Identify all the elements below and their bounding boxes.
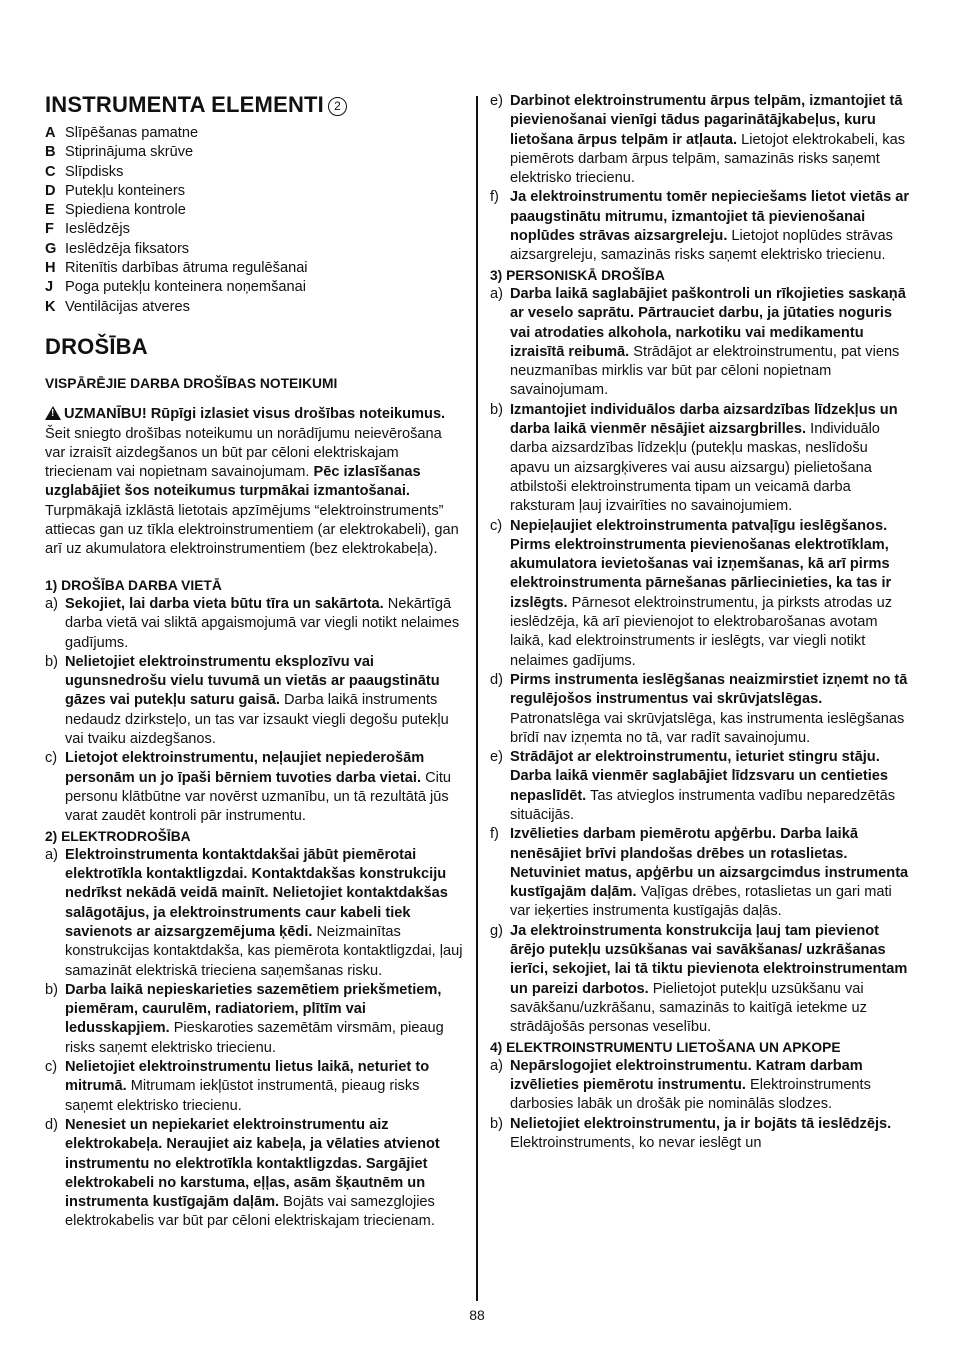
legend-item bbox=[45, 124, 463, 143]
legend-item bbox=[45, 201, 463, 220]
list-item bbox=[490, 285, 910, 401]
item-text: Darba laikā nepieskarieties sazemētiem priekšmetiem, piemēram, caurulēm, radiatoriem, plītīm vai ledusskapjiem. Pieskaroties sazemētām virsmām, pieaug risks saņemt elektrisko triecienu. bbox=[65, 981, 444, 1056]
list-item bbox=[490, 188, 910, 265]
list-item bbox=[45, 653, 463, 749]
legend-item bbox=[45, 298, 463, 317]
item-text: Pirms instrumenta ieslēgšanas neaizmirstiet izņemt no tā regulējošos instrumentus vai skrūvjatslēgas. Patronatslēga vai skrūvjatslēga, kas instrumenta ieslēgšanas brīdī nav izņemta no tā, var radīt savainojumu. bbox=[510, 671, 908, 746]
item-text: Darbinot elektroinstrumentu ārpus telpām, izmantojiet tā pievienošanai vienīgi tādus pagarinātājkabeļus, kuru lietošana ārpus telpām ir atļauta. Lietojot elektrokabeli, kas piemērots darbam ārpus telpām, samazinās risks saņemt elektrisko triecienu. bbox=[510, 93, 906, 187]
legend-item bbox=[45, 182, 463, 201]
legend-label: Ritenītis darbības ātruma regulēšanai bbox=[65, 260, 308, 277]
list-item bbox=[45, 749, 463, 826]
legend-label: Stiprinājuma skrūve bbox=[65, 144, 194, 161]
legend-key: D bbox=[45, 182, 56, 199]
item-letter: f) bbox=[490, 826, 499, 843]
legend-label: Slīpēšanas pamatne bbox=[65, 125, 199, 141]
list-item bbox=[490, 1057, 910, 1115]
elements-legend bbox=[45, 124, 463, 317]
item-letter: b) bbox=[490, 401, 503, 418]
item-text: Ja elektroinstrumenta konstrukcija ļauj tam pievienot ārējo putekļu uzsūkšanas vai savākšanas/ uzkrāšanas ierīci, sekojiet, lai tā tiktu pievienota elektroinstrumentam un pareizi darbotos. Pielietojot putekļu uzsūkšanu vai savākšanu/uzkrāšanu, samazinās to kaitīgā ietekme uz strādājošās personas veselību. bbox=[510, 922, 908, 1036]
list-item bbox=[45, 846, 463, 981]
item-letter: c) bbox=[490, 517, 503, 534]
legend-item bbox=[45, 278, 463, 297]
legend-key: F bbox=[45, 221, 54, 238]
legend-label: Slīpdisks bbox=[65, 163, 124, 180]
legend-item bbox=[45, 259, 463, 278]
list-item bbox=[45, 1116, 463, 1232]
item-text: Nelietojiet elektroinstrumentu, ja ir bojāts tā ieslēdzējs. Elektroinstruments, ko nevar ieslēgt un bbox=[510, 1115, 892, 1152]
item-text: Ja elektroinstrumentu tomēr nepieciešams lietot vietās ar paaugstinātu mitrumu, izmantojiet tā pievienošanai noplūdes strāvas aizsargreleju. Lietojot noplūdes strāvas aizsargreleju, samazinās risks saņemt elektrisko triecienu. bbox=[510, 189, 910, 264]
item-text: Nepieļaujiet elektroinstrumenta patvaļīgu ieslēgšanos. Pirms elektroinstrumenta pievienošanas elektrotīklam, akumulatora ievietošanas vai izņemšanas, kā arī pirms elektroinstrumenta pārnešanas pārliecinieties, ka tas ir izslēgts. Pārnesot elektroinstrumentu, ja pirksts atrodas uz ieslēdzēja, kā arī pievienojot to elektrobarošanas avotam laikā, kad elektroinstruments ir ieslēgts, var viegli notikt nelaimes gadījums. bbox=[510, 517, 893, 669]
item-text: Sekojiet, lai darba vieta būtu tīra un sakārtota. Nekārtīgā darba vietā vai sliktā apgaismojumā var viegli notikt nelaimes gadījums. bbox=[65, 595, 460, 651]
item-letter: b) bbox=[45, 981, 58, 998]
section-4-heading: 4) ELEKTROINSTRUMENTU LIETOŠANA UN APKOPE bbox=[490, 1039, 841, 1055]
item-letter: c) bbox=[45, 1059, 58, 1076]
item-text: Elektroinstrumenta kontaktdakšai jābūt piemērotai elektrotīkla kontaktligzdai. Kontaktdakšas konstrukciju nedrīkst nekādā veidā mainīt. Nelietojiet kontaktdakšas salāgotājus, ja elektroinstruments caur kabeli tiek savienots ar aizsargzemējuma ķēdi. Neizmainītas konstrukcijas kontaktdakša, kas piemērota kontaktligzdai, ļauj samazināt elektriskā trieciena saņemšanas risku. bbox=[65, 846, 463, 979]
list-item bbox=[490, 1115, 910, 1154]
legend-key: H bbox=[45, 260, 56, 277]
legend-key: G bbox=[45, 240, 57, 257]
legend-item bbox=[45, 143, 463, 162]
item-text: Nenesiet un nepiekariet elektroinstrumentu aiz elektrokabeļa. Neraujiet aiz kabeļa, ja vēlaties atvienot instrumentu no elektrotīkla kontaktligzdas. Sargājiet elektrokabeli no karstuma, eļļas, asām šķautnēm un instrumenta kustīgajām daļām. Bojāts vai samezglojies elektrokabelis var būt par cēloni elektriskajam triecienam. bbox=[65, 1116, 440, 1230]
section-3-list bbox=[490, 285, 910, 1038]
list-item bbox=[490, 401, 910, 517]
legend-key: K bbox=[45, 298, 56, 315]
item-letter: g) bbox=[490, 922, 503, 939]
legend-item bbox=[45, 220, 463, 239]
legend-label: Spiediena kontrole bbox=[65, 202, 186, 219]
right-column bbox=[490, 92, 910, 1153]
column-divider bbox=[476, 96, 478, 1301]
section-2-list-continued bbox=[490, 92, 910, 266]
item-letter: a) bbox=[490, 1057, 503, 1074]
list-item bbox=[490, 922, 910, 1038]
warning-paragraph: !UZMANĪBU! Rūpīgi izlasiet visus drošības noteikumus. Šeit sniegto drošības noteikumu un norādījumu neievērošana var izraisīt aizdegšanos un būt par cēloni elektriskajam triecienam vai nopietnam savainojumam. Pēc izlasīšanas uzglabājiet šos noteikumus turpmākai izmantošanai. Turpmākajā izklāstā lietotais apzīmējums “elektroinstruments” attiecas gan uz tīkla elektroinstrumentiem (ar elektrokabeli), gan arī uz akumulatora elektroinstrumentiem (bez elektrokabeļa). bbox=[45, 405, 463, 559]
section-2-list bbox=[45, 846, 463, 1232]
item-letter: b) bbox=[45, 653, 58, 670]
list-item bbox=[490, 92, 910, 188]
legend-key: C bbox=[45, 163, 56, 180]
list-item bbox=[45, 1058, 463, 1116]
item-letter: d) bbox=[45, 1116, 58, 1133]
legend-label: Ieslēdzējs bbox=[65, 221, 130, 238]
legend-item bbox=[45, 163, 463, 182]
item-letter: a) bbox=[45, 846, 58, 863]
section-1-heading: 1) DROŠĪBA DARBA VIETĀ bbox=[45, 577, 222, 593]
item-letter: f) bbox=[490, 189, 499, 206]
figure-ref: 2 bbox=[328, 97, 347, 116]
warning-icon bbox=[45, 406, 61, 420]
legend-item bbox=[45, 240, 463, 259]
item-letter: c) bbox=[45, 750, 58, 767]
legend-key: A bbox=[45, 125, 56, 141]
list-item bbox=[490, 671, 910, 748]
item-text: Izmantojiet individuālos darba aizsardzības līdzekļus un darba laikā vienmēr nēsājiet aizsargbrilles. Individuālo darba aizsardzības līdzekļu (putekļu maskas, neslīdošu apavu un aizsargķiveres vai ausu aizsargu) pielietošana atbilstoši elektroinstrumenta tipam un veicamā darba raksturam ļauj izvairīties no savainojumiem. bbox=[510, 401, 898, 515]
item-text: Darba laikā saglabājiet paškontroli un rīkojieties saskaņā ar veselo saprātu. Pārtrauciet darbu, ja jūtaties noguris vai atrodaties alkohola, narkotiku vai medikamentu izraisītā reibumā. Strādājot ar elektroinstrumentu, pat viens neuzmanības mirklis var būt par cēloni nopietnam savainojumam. bbox=[510, 285, 906, 399]
item-text: Nelietojiet elektroinstrumentu lietus laikā, neturiet to mitrumā. Mitrumam iekļūstot instrumentā, pieaug risks saņemt elektrisko triecienu. bbox=[65, 1059, 430, 1114]
item-letter: e) bbox=[490, 749, 503, 766]
item-letter: d) bbox=[490, 671, 503, 688]
legend-key: J bbox=[45, 279, 54, 296]
list-item bbox=[490, 748, 910, 825]
item-text: Izvēlieties darbam piemērotu apģērbu. Darba laikā nenēsājiet brīvi plandošas drēbes un rotaslietas. Netuviniet matus, apģērbu un aizsargcimdus instrumenta kustīgajām daļām. Vaļīgas drēbes, rotaslietas un gari mati var ieķerties instrumenta kustīgajās daļās. bbox=[510, 826, 909, 920]
item-letter: b) bbox=[490, 1115, 503, 1132]
page-number: 88 bbox=[469, 1307, 485, 1323]
safety-heading: DROŠĪBA bbox=[45, 333, 148, 359]
section-1-list bbox=[45, 595, 463, 827]
left-column bbox=[45, 88, 463, 1232]
elements-heading: INSTRUMENTA ELEMENTI 2 bbox=[45, 92, 463, 118]
list-item bbox=[45, 981, 463, 1058]
item-text: Lietojot elektroinstrumentu, neļaujiet nepiederošām personām un jo īpaši bērniem tuvoties darba vietai. Citu personu klātbūtne var novērst uzmanību, un tā rezultātā jūs varat zaudēt kontroli pār instrumentu. bbox=[65, 750, 452, 825]
general-rules-heading: VISPĀRĒJIE DARBA DROŠĪBAS NOTEIKUMI bbox=[45, 375, 338, 391]
item-letter: e) bbox=[490, 93, 503, 109]
legend-label: Ventilācijas atveres bbox=[65, 298, 190, 315]
list-item bbox=[490, 825, 910, 921]
section-4-list bbox=[490, 1057, 910, 1153]
section-2-heading: 2) ELEKTRODROŠĪBA bbox=[45, 828, 191, 844]
legend-label: Putekļu konteiners bbox=[65, 182, 186, 199]
legend-label: Ieslēdzēja fiksators bbox=[65, 240, 190, 257]
item-letter: a) bbox=[45, 595, 58, 612]
legend-key: E bbox=[45, 202, 55, 219]
section-3-heading: 3) PERSONISKĀ DROŠĪBA bbox=[490, 267, 665, 283]
legend-key: B bbox=[45, 144, 56, 161]
item-letter: a) bbox=[490, 285, 503, 302]
list-item bbox=[490, 517, 910, 671]
list-item bbox=[45, 595, 463, 653]
item-text: Strādājot ar elektroinstrumentu, ieturiet stingru stāju. Darba laikā vienmēr saglabājiet līdzsvaru un centieties nepaslīdēt. Tas atvieglos instrumenta vadību neparedzētās situācijās. bbox=[510, 749, 896, 823]
legend-label: Poga putekļu konteinera noņemšanai bbox=[65, 279, 306, 296]
item-text: Nelietojiet elektroinstrumentu eksplozīvu vai ugunsnedrošu vielu tuvumā un vietās ar paaugstinātu gāzes vai putekļu saturu gaisā. Darba laikā instruments nedaudz dzirksteļo, un tas var izsaukt viegli degošu putekļu vai tvaiku aizdegšanos. bbox=[65, 653, 449, 748]
item-text: Nepārslogojiet elektroinstrumentu. Katram darbam izvēlieties piemērotu instrumentu. Elektroinstruments darbosies labāk un drošāk pie nominālās slodzes. bbox=[510, 1057, 871, 1113]
